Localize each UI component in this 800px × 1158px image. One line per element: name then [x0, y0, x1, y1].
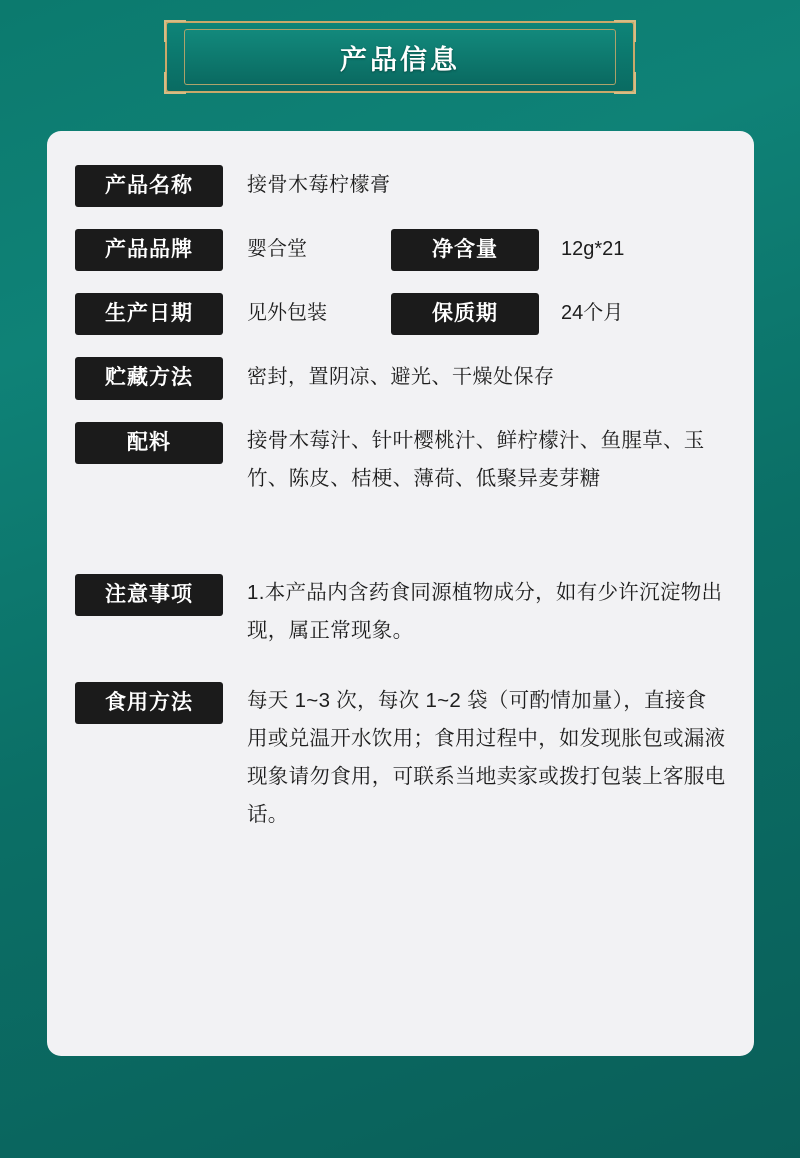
- label-precautions: 注意事项: [75, 574, 223, 616]
- table-row: [75, 574, 726, 650]
- value-storage-method: 密封，置阴凉、避光、干燥处保存: [247, 366, 555, 389]
- label-product-name: 产品名称: [75, 165, 223, 207]
- label-usage-method: 食用方法: [75, 682, 223, 724]
- banner-corner-bottom-right-icon: [614, 72, 636, 94]
- table-row: [75, 229, 726, 271]
- value-production-date: 见外包装: [247, 302, 327, 325]
- banner-corner-top-right-icon: [614, 20, 636, 42]
- label-net-content: 净含量: [391, 229, 539, 271]
- label-ingredients: 配料: [75, 422, 223, 464]
- table-row: [75, 293, 726, 335]
- label-production-date: 生产日期: [75, 293, 223, 335]
- value-net-content: 12g*21: [561, 238, 625, 261]
- value-product-brand: 婴合堂: [247, 238, 307, 261]
- product-info-card: [47, 131, 754, 1056]
- table-row: [75, 422, 726, 498]
- label-product-brand: 产品品牌: [75, 229, 223, 271]
- page-title: 产品信息: [340, 44, 460, 75]
- table-row: [75, 357, 726, 399]
- banner-corner-bottom-left-icon: [164, 72, 186, 94]
- table-row: [75, 682, 726, 834]
- value-shelf-life: 24个月: [561, 302, 624, 325]
- value-usage-method: 每天 1~3 次，每次 1~2 袋（可酌情加量），直接食用或兑温开水饮用；食用过程中，如发现胀包或漏液现象请勿食用，可联系当地卖家或拨打包装上客服电话。: [247, 688, 726, 826]
- spacer: [75, 672, 726, 682]
- label-shelf-life: 保质期: [391, 293, 539, 335]
- banner-outer-frame: [165, 21, 635, 93]
- value-product-name: 接骨木莓柠檬膏: [247, 174, 391, 196]
- header-banner: [0, 18, 800, 96]
- banner-corner-top-left-icon: [164, 20, 186, 42]
- value-ingredients: 接骨木莓汁、针叶樱桃汁、鲜柠檬汁、鱼腥草、玉竹、陈皮、桔梗、薄荷、低聚异麦芽糖: [247, 428, 705, 490]
- table-row: [75, 165, 726, 207]
- spacer: [75, 520, 726, 574]
- label-storage-method: 贮藏方法: [75, 357, 223, 399]
- value-precautions: 1.本产品内含药食同源植物成分，如有少许沉淀物出现，属正常现象。: [247, 580, 723, 642]
- banner-inner-frame: [184, 29, 616, 85]
